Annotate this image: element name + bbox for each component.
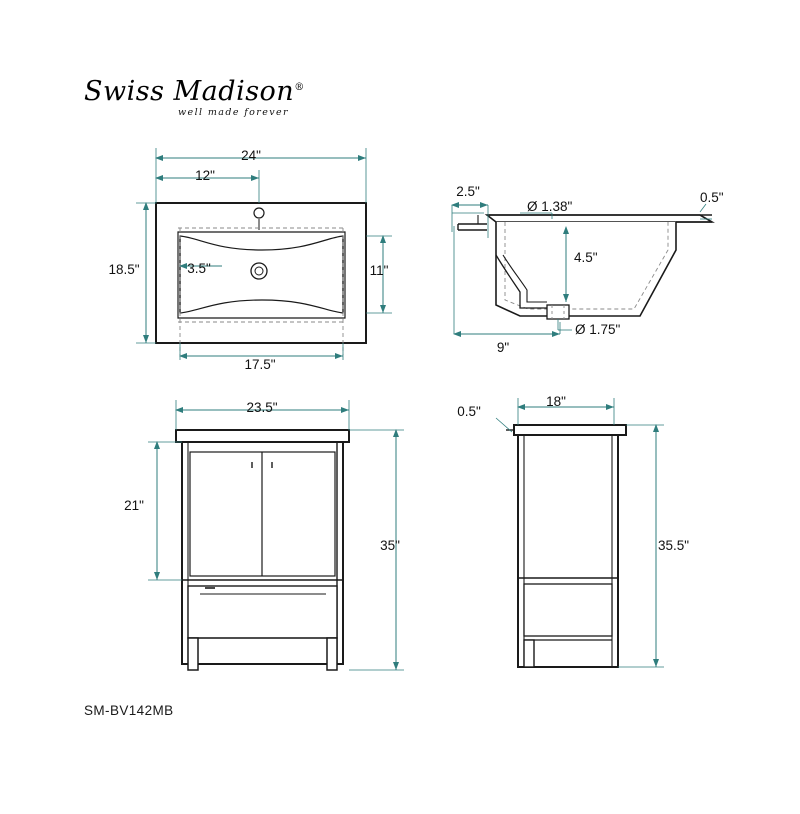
vanity-side-view bbox=[457, 394, 689, 667]
brand-name: Swiss Madison® bbox=[84, 76, 305, 107]
dim-side-4-5: 4.5" bbox=[574, 250, 598, 265]
sink-top-view bbox=[108, 148, 392, 372]
dim-top-width-24: 24" bbox=[241, 148, 261, 163]
sku-label: SM-BV142MB bbox=[84, 703, 174, 718]
dim-top-basin-3-5: 3.5" bbox=[187, 261, 211, 276]
brand-tagline: well made forever bbox=[178, 107, 289, 118]
registered-mark: ® bbox=[294, 82, 305, 93]
dim-side-9: 9" bbox=[496, 340, 510, 355]
dim-top-width-12: 12" bbox=[195, 168, 215, 183]
dim-top-height-18-5: 18.5" bbox=[108, 262, 140, 277]
dim-profile-35-5: 35.5" bbox=[658, 538, 690, 553]
sink-side-section-view bbox=[452, 184, 724, 355]
dim-side-dia-1-38: Ø 1.38" bbox=[527, 199, 573, 214]
dim-profile-18: 18" bbox=[546, 394, 566, 409]
dim-front-cabinet-21: 21" bbox=[124, 498, 144, 513]
dim-profile-0-5: 0.5" bbox=[457, 404, 481, 419]
dim-top-basin-17-5: 17.5" bbox=[244, 357, 276, 372]
dim-front-total-35: 35" bbox=[380, 538, 400, 553]
dim-side-dia-1-75: Ø 1.75" bbox=[575, 322, 621, 337]
dim-side-0-5: 0.5" bbox=[700, 190, 724, 205]
dim-front-width-23-5: 23.5" bbox=[246, 400, 278, 415]
vanity-front-view bbox=[124, 400, 404, 670]
dim-side-2-5: 2.5" bbox=[456, 184, 480, 199]
dim-top-basin-11: 11" bbox=[369, 263, 389, 278]
